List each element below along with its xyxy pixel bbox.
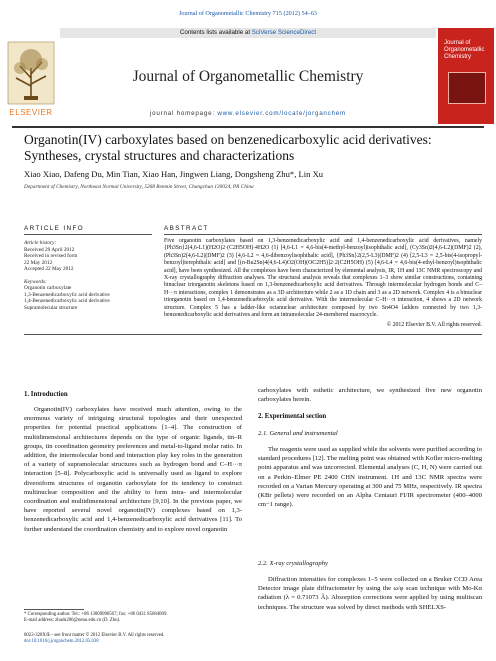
section-1-heading: 1. Introduction [24,391,68,398]
cover-journal-name: Journal of Organometallic Chemistry [444,40,485,60]
journal-header [9,28,485,124]
intro-continuation: carboxylates with esthetic architecture, we synthesized five new organotin carboxylates herein. [258,387,482,404]
email-note: E-mail address: zhuds206@nenu.edu.cn (D. Zhu). [24,618,121,623]
abstract-text: Five organotin carboxylates based on 1,3-benzenedicarboxylic acid and 1,4-benzenedicarboxylic acid derivatives, namely {Ph3Sn}2(4,6-L1)(H2O)2·(C2H5OH)·4H2O (1) [4,6-L1 = 4,6-bis(4-methyl-benzoyl)isophthalic acid], (Cy3Sn)2(4,6-L2)(DMF)2 (2), (Ph3Sn)2(4,6-L2)(DMF)2 (3) [4,6-L2 = 4,6-dibenzoylisophthalic acid], {Ph3Sn}2(2,5-L3)(DMF)2 (4) [2,5-L3 = 2,5-bis(4-isopropyl-benzoyl)terephthalic acid] and [(n-Bu2Sn)4(4,6-L4)O2(OH)(OC2H5)]2·2(C2H5OH) (5) [4,6-L4 = 4,6-bis(4-ethyl-benzoyl)isophthalic acid], have been synthesized. All the complexes have been characterized by elemental analysis, IR, 1H and 13C NMR spectroscopy and X-ray crystallography diffraction analyses. The structural analysis reveals that complexes 1–3 show similar constructions, containing binuclear triorganotin skeletons based on 1,3-benzenedicarboxylic acid derivatives. Through intermolecular hydrogen bonds and C–H···π interactions, complex 1 demonstrates as a 3D architecture while 2 as a 1D chain and 3 as a 2D network. Complex 4 is a binuclear triorganotin based on 1,4-benzenedicarboxylic acid derivative. With the intermolecular C–H···π interaction, 4 shows a 2D network structure. Complex 5 has a ladder-like octanuclear architecture composed by two Sn4O4 ladders connected by two 1,3-benzenedicarboxylic acid derivatives and form an intramolecular 24-membered macrocycle. [164,238,482,319]
history-item: Received in revised form [24,253,78,259]
abstract-rule [164,234,482,235]
keywords-label: Keywords: [24,278,47,285]
abstract-heading: ABSTRACT [164,225,209,232]
sciencedirect-link[interactable]: SciVerse ScienceDirect [251,29,317,36]
corresponding-author-note: * Corresponding author. Tel.: +86 13009090567; fax: +86 0431 85684009. [24,612,168,617]
homepage-prefix: journal homepage: [149,110,218,117]
history-item: 22 May 2012 [24,259,53,266]
issn-line: 0022-328X/$ – see front matter © 2012 Elsevier B.V. All rights reserved. [24,633,165,638]
homepage-link[interactable]: www.elsevier.com/locate/jorganchem [217,110,347,117]
journal-homepage [60,110,436,117]
history-item: Received 29 April 2012 [24,246,75,253]
keyword: Supramolecular structure [24,304,78,311]
header-rule [12,126,484,128]
keyword: Organotin carboxylate [24,285,72,291]
article-info-rule [24,234,152,235]
contents-prefix: Contents lists available at [179,29,252,36]
section-2-2-text: Diffraction intensities for complexes 1–5 were collected on a Bruker CCD Area Detector image plate diffractometer by using the ω/φ scan technique with Mo-Kα radiation (λ = 0.71073 Å). Absorption corrections were applied by using multiscan techniques. The structure was solved by direct methods with SHELXS- [258,576,482,611]
abstract-bottom-rule [24,334,482,335]
keyword: 1,4-Benzenedicarboxylic acid derivative [24,298,110,304]
article-authors: Xiao Xiao, Dafeng Du, Min Tian, Xiao Han, Jingwen Liang, Dongsheng Zhu*, Lin Xu [24,169,324,179]
elsevier-logo [2,28,60,124]
article-title: Organotin(IV) carboxylates based on benzenedicarboxylic acid derivatives: Syntheses, crystal structures and characterizations [24,132,432,163]
section-2-2-heading: 2.2. X-ray crystallography [258,560,328,567]
section-1-text: Organotin(IV) carboxylates have received much attention, owing to the enormous variety of intriguing structural topologies and their unexpected properties for potential practical applications [1–4]. The construction of multidimensional architectures depends on the type of organic ligands, tin–R groups, tin coordination geometry preferences and metal-to-ligand molar ratio. In addition, the intermolecular bond and interaction play key roles in the generation of a variety of supramolecular structures such as hydrogen bond and C–H···π interaction [5–8]. Polycarboxylic acid is universally used as ligand to explore diversiform structures of organotin carboxylate for its tendency to construct multinuclear composition and the ability to form intra- and intermolecular coordination and multidimensional architecture [9,10]. In the previous paper, we have reported several novel organotin(IV) complexes based on 1,3-benzenedicarboxylic acid and 1,4-benzenedicarboxylic acid derivatives [11]. To further understand the coordination chemistry and to explore novel organotin [24,406,242,533]
journal-cover-thumbnail [438,28,494,124]
footnotes [24,612,244,624]
elsevier-wordmark: ELSEVIER [9,108,53,117]
article-affiliation: Department of Chemistry, Northeast Normal University, 5268 Renmin Street, Changchun 130024, PR China [24,184,254,190]
article-history [24,240,154,311]
cover-art [448,72,486,104]
footnote-rule [24,609,84,610]
section-2-heading: 2. Experimental section [258,413,327,420]
doi-link[interactable]: doi:10.1016/j.jorganchem.2012.05.038 [24,639,99,644]
section-2-1-heading: 2.1. General and instrumental [258,430,338,437]
section-2-1-text: The reagents were used as supplied while the solvents were purified according to standard procedures [12]. The melting point was obtained with Kofler micro-melting point apparatus and was uncorrected. Elemental analyses (C, H, N) were carried out on a Perkin–Elmer PE 2400 CHN instrument. 1H and 13C NMR spectra were recorded on a Varian Mercury operating at 300 and 75 MHz, respectively. IR spectra (KBr pellets) were recorded on an Alpha Centauri FI/IR spectrometer (400–4000 cm−1 range). [258,446,482,509]
publication-info [24,633,264,645]
abstract-copyright: © 2012 Elsevier B.V. All rights reserved. [386,322,482,328]
keyword: 1,3-Benzenedicarboxylic acid derivative [24,291,110,298]
journal-title: Journal of Organometallic Chemistry [132,68,364,85]
journal-citation: Journal of Organometallic Chemistry 715 (2012) 54–63 [178,10,318,17]
history-item: Accepted 22 May 2012 [24,266,74,272]
contents-bar [60,28,436,38]
history-label: Article history: [24,240,57,246]
article-info-heading: ARTICLE INFO [24,225,85,232]
